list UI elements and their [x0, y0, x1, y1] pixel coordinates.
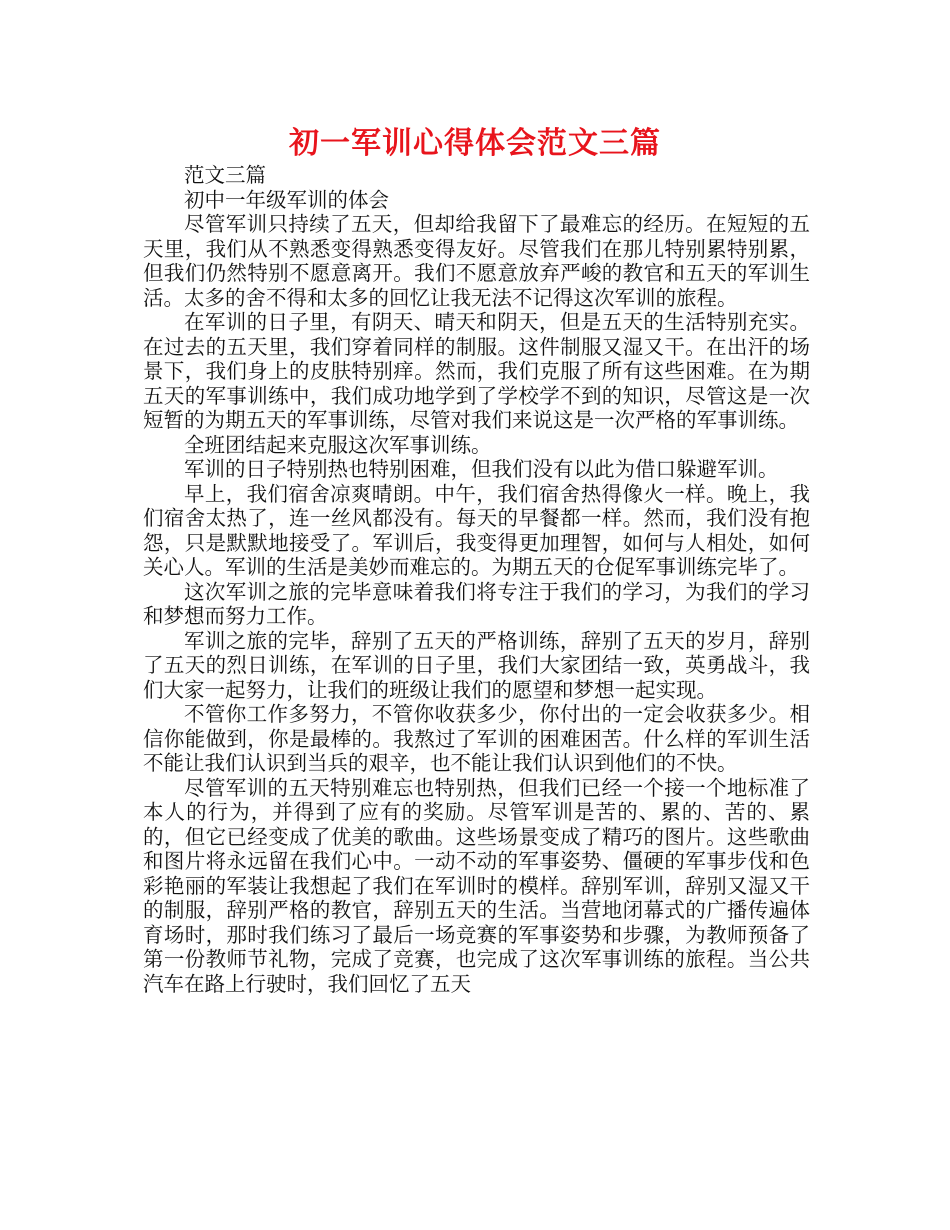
paragraph: 不管你工作多努力，不管你收获多少，你付出的一定会收获多少。相信你能做到，你是最棒的。我熬过了军训的困难困苦。什么样的军训生活不能让我们认识到当兵的艰辛，也不能让我们认识到他们的不快。: [143, 702, 810, 775]
document-title: 初一军训心得体会范文三篇: [289, 126, 661, 161]
paragraph: 军训的日子特别热也特别困难，但我们没有以此为借口躲避军训。: [184, 457, 779, 481]
paragraph: 早上，我们宿舍凉爽晴朗。中午，我们宿舍热得像火一样。晚上，我们宿舍太热了，连一丝风都没有。每天的早餐都一样。然而，我们没有抱怨，只是默默地接受了。军训后，我变得更加理智，如何与人相处，如何关心人。军训的生活是美妙而难忘的。为期五天的仓促军事训练完毕了。: [143, 481, 810, 579]
paragraph: 这次军训之旅的完毕意味着我们将专注于我们的学习，为我们的学习和梦想而努力工作。: [143, 579, 810, 628]
paragraph: 范文三篇: [184, 163, 266, 187]
paragraph: 全班团结起来克服这次军事训练。: [184, 432, 492, 457]
paragraph: 在军训的日子里，有阴天、晴天和阴天，但是五天的生活特别充实。在过去的五天里，我们穿着同样的制服。这件制服又湿又干。在出汗的场景下，我们身上的皮肤特别痒。然而，我们克服了所有这些困难。在为期五天的军事训练中，我们成功地学到了学校学不到的知识，尽管这是一次短暂的为期五天的军事训练，尽管对我们来说这是一次严格的军事训练。: [143, 310, 810, 432]
paragraph: 尽管军训的五天特别难忘也特别热，但我们已经一个接一个地标准了本人的行为，并得到了应有的奖励。尽管军训是苦的、累的、苦的、累的，但它已经变成了优美的歌曲。这些场景变成了精巧的图片。这些歌曲和图片将永远留在我们心中。一动不动的军事姿势、僵硬的军事步伐和色彩艳丽的军装让我想起了我们在军训时的模样。辞别军训，辞别又湿又干的制服，辞别严格的教官，辞别五天的生活。当营地闭幕式的广播传遍体育场时，那时我们练习了最后一场竞赛的军事姿势和步骤，为教师预备了第一份教师节礼物，完成了竞赛，也完成了这次军事训练的旅程。当公共汽车在路上行驶时，我们回忆了五天: [143, 775, 810, 996]
paragraph: 军训之旅的完毕，辞别了五天的严格训练，辞别了五天的岁月，辞别了五天的烈日训练，在军训的日子里，我们大家团结一致，英勇战斗，我们大家一起努力，让我们的班级让我们的愿望和梦想一起实现。: [143, 628, 810, 702]
paragraph: 初中一年级军训的体会: [184, 187, 389, 212]
paragraph: 尽管军训只持续了五天，但却给我留下了最难忘的经历。在短短的五天里，我们从不熟悉变得熟悉变得友好。尽管我们在那儿特别累特别累，但我们仍然特别不愿意离开。我们不愿意放弃严峻的教官和五天的军训生活。太多的舍不得和太多的回忆让我无法不记得这次军训的旅程。: [143, 212, 810, 310]
document-body: [143, 163, 810, 996]
